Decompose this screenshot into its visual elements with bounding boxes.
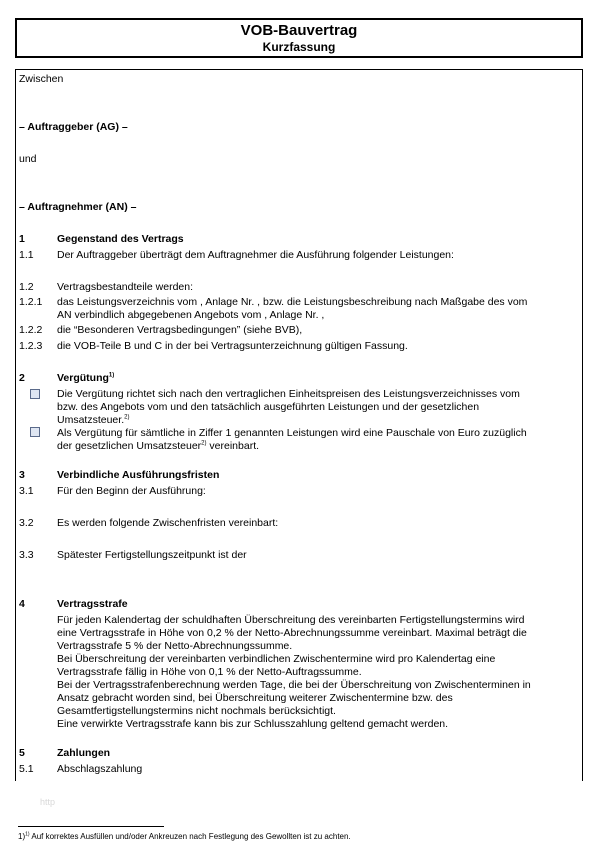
penalty-text-line: Bei Überschreitung der vereinbarten verbindlichen Zwischentermine wird pro Kalendertag eine: [57, 653, 496, 665]
section-1-number: 1: [19, 233, 25, 245]
penalty-text-line: Vertragsstrafe fällig in Höhe von 0,1 % der Netto-Auftragssumme.: [57, 666, 362, 678]
item-5-1-text: Abschlagszahlung: [57, 763, 143, 775]
item-5-1-number: 5.1: [19, 763, 34, 775]
footnote: 1)$^{1)}$ Auf korrektes Ausfüllen und/oder Ankreuzen nach Festlegung des Gewollten ist zu achten.: [18, 831, 351, 841]
item-3-2-text: Es werden folgende Zwischenfristen vereinbart:: [57, 517, 279, 529]
option-unit-price-line2: bzw. des Angebots vom und den tatsächlich ausgeführten Leistungen und der gesetzlichen: [57, 401, 480, 413]
item-1-2-1-number: 1.2.1: [19, 296, 43, 308]
item-3-3-text: Spätester Fertigstellungszeitpunkt ist der: [57, 549, 247, 561]
section-4-number: 4: [19, 598, 25, 610]
document-title: VOB-Bauvertrag: [240, 22, 358, 39]
section-2-title-footnote-ref: 1): [108, 372, 115, 379]
document-title-box: [15, 18, 583, 58]
item-1-1-number: 1.1: [19, 249, 34, 261]
section-1-title: Gegenstand des Vertrags: [57, 233, 184, 245]
option-unit-price-checkbox[interactable]: [30, 389, 40, 399]
item-1-1-text: Der Auftraggeber überträgt dem Auftragnehmer die Ausführung folgender Leistungen:: [57, 249, 454, 261]
watermark-text: http: [40, 797, 56, 807]
section-5-number: 5: [19, 747, 25, 759]
item-1-2-3-number: 1.2.3: [19, 340, 43, 352]
option-lump-sum-line1: Als Vergütung für sämtliche in Ziffer 1 genannten Leistungen wird eine Pauschale von Euro zuzüglich: [57, 427, 527, 439]
section-2-number: 2: [19, 372, 25, 384]
item-3-1-text: Für den Beginn der Ausführung:: [57, 485, 206, 497]
item-3-1-number: 3.1: [19, 485, 34, 497]
option-lump-sum-checkbox[interactable]: [30, 427, 40, 437]
intro-und: und: [19, 153, 37, 165]
penalty-text-line: Eine verwirkte Vertragsstrafe kann bis zur Schlusszahlung geltend gemacht werden.: [57, 718, 449, 730]
item-1-2-number: 1.2: [19, 281, 34, 293]
intro-auftragnehmer: – Auftragnehmer (AN) –: [19, 201, 137, 213]
section-3-title: Verbindliche Ausführungsfristen: [57, 469, 220, 481]
penalty-text-line: Bei der Vertragsstrafenberechnung werden Tage, die bei der Überschreitung von Zwischenterminen in: [57, 679, 531, 691]
intro-zwischen: Zwischen: [19, 73, 64, 85]
penalty-text-line: eine Vertragsstrafe in Höhe von 0,2 % der Netto-Abrechnungssumme vereinbart. Maximal beträgt die: [57, 627, 527, 639]
option-unit-price-line1: Die Vergütung richtet sich nach den vertraglichen Einheitspreisen des Leistungsverzeichnisses vom: [57, 388, 520, 400]
option-lump-sum-line2: der gesetzlichen Umsatzsteuer$^{2)}$ vereinbart.: [57, 440, 260, 452]
section-4-title: Vertragsstrafe: [57, 598, 128, 610]
section-2-title: Vergütung$^{1)}$: [57, 372, 115, 384]
penalty-text-line: Vertragsstrafe 5 % der Netto-Abrechnungssumme.: [57, 640, 293, 652]
item-1-2-3-text: die VOB-Teile B und C in der bei Vertragsunterzeichnung gültigen Fassung.: [57, 340, 408, 352]
penalty-text-line: Gesamtfertigstellungstermins nicht nochmals berücksichtigt.: [57, 705, 336, 717]
item-1-2-2-text: die “Besonderen Vertragsbedingungen” (siehe BVB),: [57, 324, 303, 336]
section-3-number: 3: [19, 469, 25, 481]
item-1-2-1-text-line1: das Leistungsverzeichnis vom , Anlage Nr. , bzw. die Leistungsbeschreibung nach Maßgabe des vom: [57, 296, 528, 308]
intro-auftraggeber: – Auftraggeber (AG) –: [19, 121, 128, 133]
penalty-text-line: Für jeden Kalendertag der schuldhaften Überschreitung des vereinbarten Fertigstellungstermins wird: [57, 614, 525, 626]
section-5-title: Zahlungen: [57, 747, 111, 759]
item-3-2-number: 3.2: [19, 517, 34, 529]
document-subtitle: Kurzfassung: [262, 40, 336, 54]
option-unit-price-line3: Umsatzsteuer.$^{2)}$: [57, 414, 130, 426]
item-1-2-1-text-line2: AN verbindlich abgegebenen Angebots vom , Anlage Nr. ,: [57, 309, 325, 321]
penalty-text-line: Ansatz gebracht worden sind, bei Überschreitung weiterer Zwischentermine bzw. des: [57, 692, 453, 704]
item-1-2-text: Vertragsbestandteile werden:: [57, 281, 194, 293]
item-1-2-2-number: 1.2.2: [19, 324, 43, 336]
footnote-divider: [18, 826, 164, 827]
item-3-3-number: 3.3: [19, 549, 34, 561]
